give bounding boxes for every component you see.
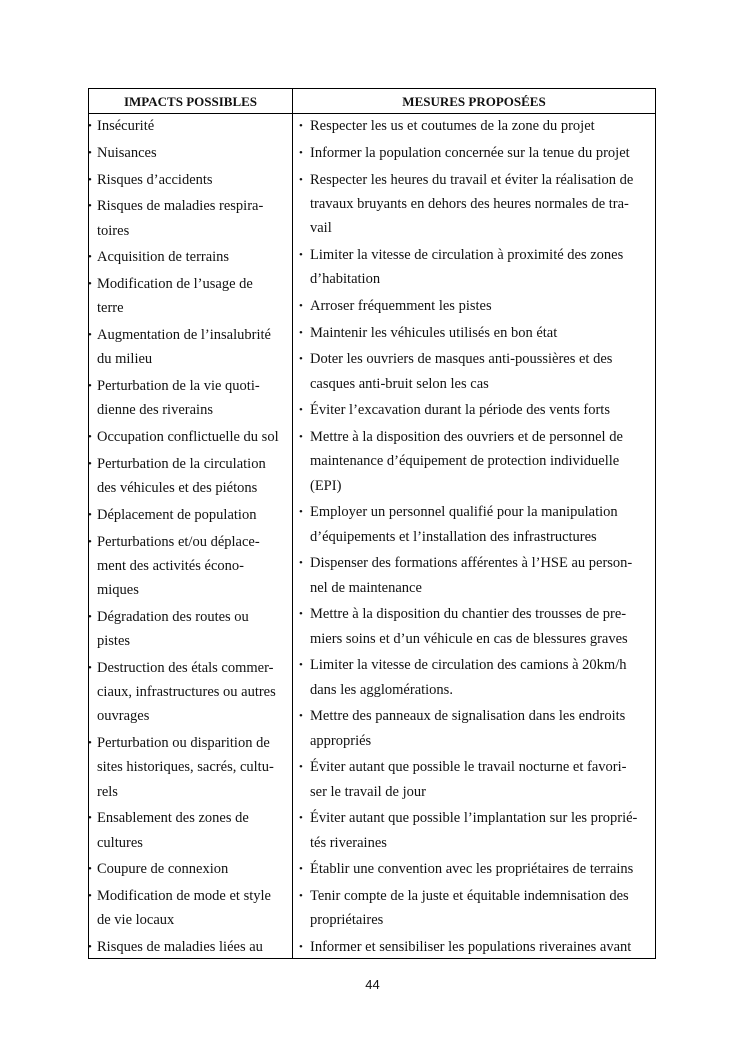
item-line: casques anti-bruit selon les cas [310, 375, 489, 392]
item-line: du milieu [97, 351, 153, 368]
item-line: d’habitation [310, 271, 381, 287]
bullet-icon: • [88, 120, 92, 132]
bullet-icon: • [299, 863, 303, 876]
bullet-icon: • [88, 173, 92, 186]
measure-item [295, 398, 655, 422]
bullet-icon: • [88, 890, 92, 903]
bullet-icon: • [299, 404, 303, 417]
bullet-icon: • [88, 146, 92, 159]
item-line: Perturbation de la circulation [97, 455, 266, 472]
bullet-icon: • [88, 329, 92, 342]
item-line: Risques de maladies respira- [97, 198, 264, 215]
measure-item [295, 884, 655, 932]
impact-item [89, 656, 289, 729]
item-line: Mettre à la disposition du chantier des trousses de pre- [310, 606, 627, 623]
item-line: Informer la population concernée sur la tenue du projet [310, 144, 630, 161]
bullet-icon: • [299, 353, 303, 366]
item-line: pistes [97, 633, 131, 650]
item-line: rels [97, 783, 118, 800]
impact-item [89, 141, 289, 165]
column-divider [292, 89, 293, 958]
bullet-icon: • [299, 146, 303, 159]
item-line: dans les agglomérations. [310, 681, 453, 698]
bullet-icon: • [299, 941, 303, 954]
item-line: appropriés [310, 732, 372, 749]
measure-item [295, 602, 655, 650]
impact-item [89, 731, 289, 804]
item-line: Modification de l’usage de [97, 276, 253, 293]
bullet-icon: • [299, 890, 303, 903]
measure-item [295, 704, 655, 752]
item-line: Risques d’accidents [97, 171, 213, 188]
impact-item [89, 503, 289, 527]
item-line: Respecter les us et coutumes de la zone du projet [310, 118, 595, 134]
impact-item [89, 194, 289, 242]
item-line: Risques de maladies liées au [97, 939, 263, 956]
bullet-icon: • [299, 326, 303, 339]
bullet-icon: • [88, 508, 92, 521]
bullet-icon: • [88, 863, 92, 876]
item-line: Tenir compte de la juste et équitable indemnisation des [310, 888, 629, 905]
item-line: Mettre à la disposition des ouvriers et de personnel de [310, 429, 623, 446]
item-line: Dégradation des routes ou [97, 608, 249, 625]
impact-item [89, 935, 289, 959]
bullet-icon: • [88, 431, 92, 444]
bullet-icon: • [88, 457, 92, 470]
impact-item [89, 323, 289, 371]
item-line: Éviter autant que possible le travail nocturne et favori- [310, 759, 627, 776]
item-line: propriétaires [310, 912, 384, 929]
measure-item [295, 294, 655, 318]
impacts-column [89, 114, 289, 962]
impact-item [89, 884, 289, 932]
item-line: ciaux, infrastructures ou autres [97, 684, 276, 701]
item-line: Doter les ouvriers de masques anti-poussières et des [310, 351, 613, 368]
measure-item [295, 935, 655, 959]
item-line: Perturbations et/ou déplace- [97, 533, 260, 550]
header-impacts: IMPACTS POSSIBLES [123, 94, 258, 109]
measure-item [295, 806, 655, 854]
item-line: des véhicules et des piétons [97, 480, 258, 497]
item-line: Nuisances [97, 144, 157, 161]
impact-item [89, 857, 289, 881]
item-line: de vie locaux [97, 912, 175, 929]
impact-item [89, 114, 289, 138]
impact-item [89, 425, 289, 449]
impact-item [89, 452, 289, 500]
item-line: Limiter la vitesse de circulation à proximité des zones [310, 246, 624, 263]
item-line: Arroser fréquemment les pistes [310, 297, 492, 314]
item-line: Acquisition de terrains [97, 249, 230, 266]
bullet-icon: • [88, 278, 92, 291]
item-line: Employer un personnel qualifié pour la manipulation [310, 504, 618, 521]
measure-item [295, 168, 655, 241]
measure-item [295, 141, 655, 165]
measure-item [295, 551, 655, 599]
measure-item [295, 653, 655, 701]
bullet-icon: • [88, 251, 92, 264]
bullet-icon: • [88, 380, 92, 393]
item-line: Déplacement de population [97, 506, 257, 523]
item-line: Augmentation de l’insalubrité [97, 327, 271, 344]
item-line: dienne des riverains [97, 402, 213, 419]
bullet-icon: • [299, 431, 303, 444]
impact-item [89, 605, 289, 653]
header-measures: MESURES PROPOSÉES [402, 94, 546, 109]
measure-item [295, 500, 655, 548]
measure-item [295, 857, 655, 881]
item-line: Destruction des étals commer- [97, 659, 274, 676]
item-line: Établir une convention avec les propriétaires de terrains [310, 861, 634, 878]
measures-column [295, 114, 655, 962]
item-line: nel de maintenance [310, 579, 422, 596]
item-line: ouvrages [97, 708, 150, 725]
measure-item [295, 243, 655, 291]
item-line: Modification de mode et style [97, 888, 271, 905]
item-line: Maintenir les véhicules utilisés en bon état [310, 324, 558, 341]
item-line: toires [97, 222, 130, 239]
item-line: maintenance d’équipement de protection individuelle [310, 453, 620, 470]
item-line: (EPI) [310, 477, 342, 494]
impact-item [89, 530, 289, 603]
bullet-icon: • [299, 248, 303, 261]
bullet-icon: • [299, 506, 303, 519]
item-line: Limiter la vitesse de circulation des camions à 20km/h [310, 657, 627, 674]
bullet-icon: • [88, 737, 92, 750]
bullet-icon: • [299, 557, 303, 570]
bullet-icon: • [88, 610, 92, 623]
impact-item [89, 272, 289, 320]
bullet-icon: • [299, 299, 303, 312]
item-line: vail [310, 220, 332, 236]
item-line: Coupure de connexion [97, 861, 229, 878]
bullet-icon: • [88, 812, 92, 825]
table-header-row [89, 89, 655, 114]
item-line: Respecter les heures du travail et éviter la réalisation de [310, 171, 634, 188]
measure-item [295, 321, 655, 345]
item-line: cultures [97, 834, 143, 851]
bullet-icon: • [88, 535, 92, 548]
bullet-icon: • [88, 941, 92, 954]
impact-item [89, 374, 289, 422]
bullet-icon: • [299, 659, 303, 672]
bullet-icon: • [299, 710, 303, 723]
item-line: Perturbation de la vie quoti- [97, 378, 260, 395]
item-line: Occupation conflictuelle du sol [97, 429, 279, 446]
item-line: sites historiques, sacrés, cultu- [97, 759, 274, 776]
item-line: Perturbation ou disparition de [97, 735, 270, 752]
item-line: travaux bruyants en dehors des heures normales de tra- [310, 195, 629, 212]
measure-item [295, 425, 655, 498]
bullet-icon: • [299, 812, 303, 825]
bullet-icon: • [299, 761, 303, 774]
item-line: Ensablement des zones de [97, 810, 249, 827]
page-number: 44 [365, 977, 380, 992]
item-line: miques [97, 582, 139, 599]
item-line: tés riveraines [310, 834, 387, 851]
measure-item [295, 347, 655, 395]
impacts-measures-table [88, 88, 656, 959]
impact-item [89, 168, 289, 192]
impact-item [89, 245, 289, 269]
bullet-icon: • [88, 661, 92, 674]
measure-item [295, 755, 655, 803]
item-line: Insécurité [97, 118, 155, 134]
item-line: ment des activités écono- [97, 557, 244, 574]
item-line: Éviter autant que possible l’implantation sur les proprié- [310, 810, 638, 827]
item-line: Informer et sensibiliser les populations riveraines avant [310, 939, 632, 956]
measure-item [295, 114, 655, 138]
bullet-icon: • [299, 608, 303, 621]
bullet-icon: • [299, 120, 303, 132]
item-line: Éviter l’excavation durant la période des vents forts [310, 402, 610, 419]
item-line: miers soins et d’un véhicule en cas de blessures graves [310, 630, 628, 647]
item-line: ser le travail de jour [310, 783, 426, 800]
bullet-icon: • [88, 200, 92, 213]
item-line: Mettre des panneaux de signalisation dans les endroits [310, 708, 626, 725]
item-line: Dispenser des formations afférentes à l’HSE au person- [310, 555, 633, 572]
item-line: terre [97, 300, 124, 317]
bullet-icon: • [299, 173, 303, 186]
impact-item [89, 806, 289, 854]
item-line: d’équipements et l’installation des infrastructures [310, 528, 597, 545]
